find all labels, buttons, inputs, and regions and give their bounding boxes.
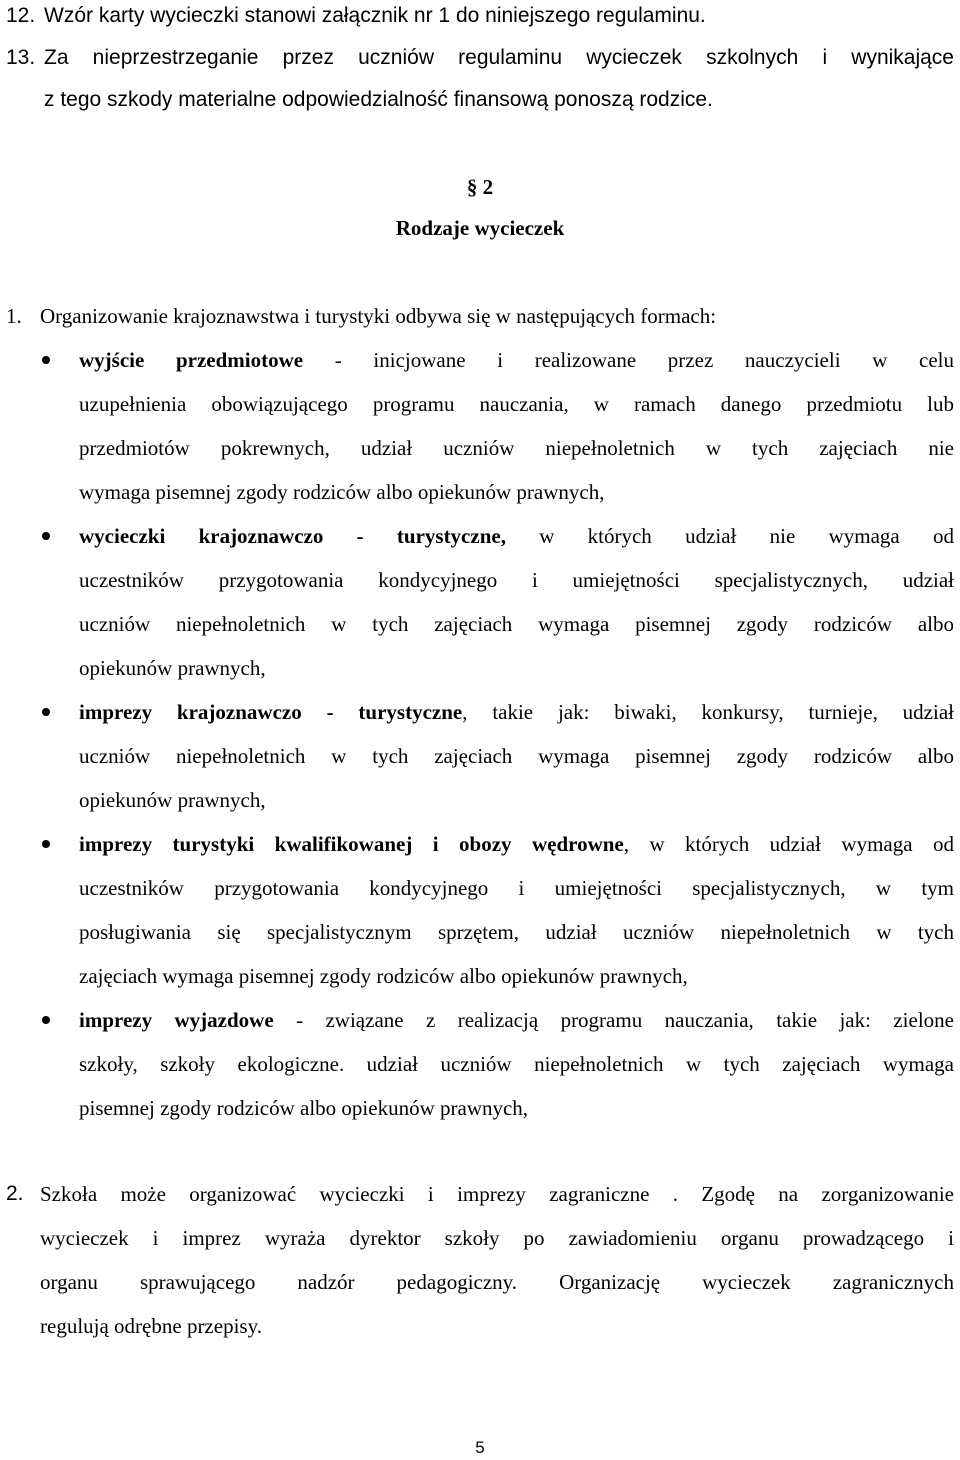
bullet-5-line1 [79,1008,954,1032]
item-13-line1: Za nieprzestrzeganie przez uczniów regulaminu wycieczek szkolnych i wynikające [44,46,954,69]
bullet-2-rest: w których udział nie wymaga od [505,524,954,548]
bullet-3-line2: uczniów niepełnoletnich w tych zajęciach wymaga pisemnej zgody rodziców albo [79,744,954,768]
bullet-5-dot [42,1016,50,1024]
bullet-5-bold: imprezy wyjazdowe [79,1008,274,1032]
bullet-3-bold: imprezy krajoznawczo - turystyczne [79,700,463,724]
point-2-line2: wycieczek i imprez wyraża dyrektor szkoły po zawiadomieniu organu prowadzącego i [40,1226,954,1250]
bullet-1-dot [42,356,50,364]
bullet-4-line1 [79,832,954,856]
bullet-1-line1 [79,348,954,372]
bullet-4-bold: imprezy turystyki kwalifikowanej i obozy wędrowne [79,832,624,856]
bullet-4-rest: , w których udział wymaga od [623,832,954,856]
section-symbol: § [466,175,478,199]
point-2-line3: organu sprawującego nadzór pedagogiczny. Organizację wycieczek zagranicznych [40,1270,954,1294]
item-12-number: 12. [6,4,36,27]
bullet-2-line1 [79,524,954,548]
bullet-1-line4: wymaga pisemnej zgody rodziców albo opiekunów prawnych, [79,480,605,504]
bullet-1-rest: - inicjowane i realizowane przez nauczycieli w celu [303,348,954,372]
bullet-5-rest: - związane z realizacją programu nauczania, takie jak: zielone [273,1008,954,1032]
bullet-5-line3: pisemnej zgody rodziców albo opiekunów prawnych, [79,1096,529,1120]
item-13-line2: z tego szkody materialne odpowiedzialność finansową ponoszą rodzice. [44,88,713,111]
bullet-2-line4: opiekunów prawnych, [79,656,266,680]
bullet-2-bold: wycieczki krajoznawczo - turystyczne, [79,524,506,548]
section-number-value: 2 [482,175,494,199]
point-2-number: 2. [6,1182,24,1205]
section-title: Rodzaje wycieczek [395,216,565,240]
bullet-3-line1 [79,700,954,724]
bullet-5-line2: szkoły, szkoły ekologiczne. udział uczniów niepełnoletnich w tych zajęciach wymaga [79,1052,954,1076]
item-13-number: 13. [6,46,36,69]
point-1-number: 1. [6,304,22,328]
bullet-4-line4: zajęciach wymaga pisemnej zgody rodziców albo opiekunów prawnych, [79,964,688,988]
bullet-4-dot [42,840,50,848]
bullet-4-line3: posługiwania się specjalistycznym sprzętem, udział uczniów niepełnoletnich w tych [79,920,954,944]
bullet-3-line3: opiekunów prawnych, [79,788,266,812]
point-2-line1: Szkoła może organizować wycieczki i imprezy zagraniczne . Zgodę na zorganizowanie [40,1182,954,1206]
bullet-1-line2: uzupełnienia obowiązującego programu nauczania, w ramach danego przedmiotu lub [79,392,954,416]
bullet-2-line2: uczestników przygotowania kondycyjnego i umiejętności specjalistycznych, udział [79,568,954,592]
item-12-text: Wzór karty wycieczki stanowi załącznik nr 1 do niniejszego regulaminu. [44,4,706,27]
bullet-2-line3: uczniów niepełnoletnich w tych zajęciach wymaga pisemnej zgody rodziców albo [79,612,954,636]
bullet-4-line2: uczestników przygotowania kondycyjnego i umiejętności specjalistycznych, w tym [79,876,954,900]
point-1-intro: Organizowanie krajoznawstwa i turystyki odbywa się w następujących formach: [40,304,717,328]
bullet-1-bold: wyjście przedmiotowe [79,348,304,372]
bullet-2-dot [42,532,50,540]
point-2-line4: regulują odrębne przepisy. [40,1314,262,1338]
bullet-3-rest: , takie jak: biwaki, konkursy, turnieje, udział [462,700,954,724]
page-number: 5 [475,1438,485,1457]
bullet-3-dot [42,708,50,716]
section-number [0,174,960,200]
bullet-1-line3: przedmiotów pokrewnych, udział uczniów niepełnoletnich w tych zajęciach nie [79,436,954,460]
